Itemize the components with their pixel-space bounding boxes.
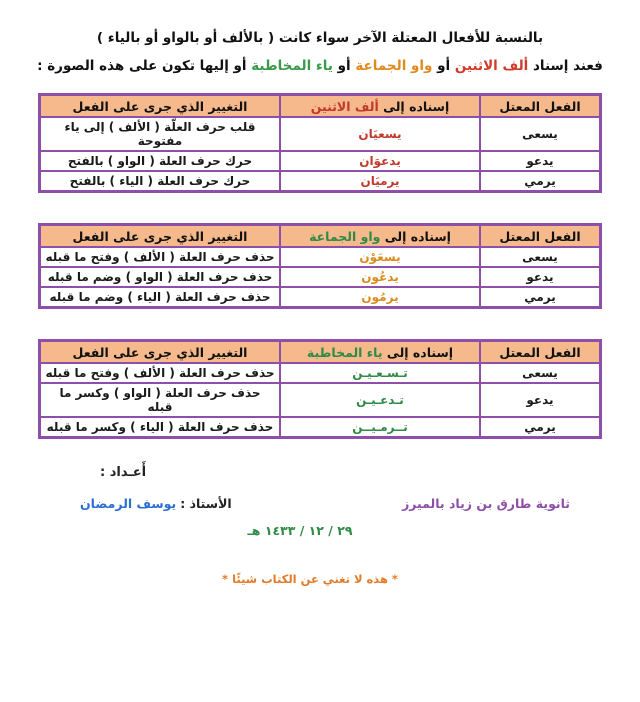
table-row [40,247,600,267]
header-verb: الفعل المعتل [480,341,600,363]
cell-change: حذف حرف العلة ( الألف ) وفتح ما قبله [40,363,280,383]
cell-isnad: يدعوَان [280,151,480,171]
header-isnad-highlight: ياء المخاطبة [306,344,383,360]
cell-isnad: يسعيَان [280,117,480,151]
footer-note: * هذه لا تغني عن الكتاب شيئًا * [222,572,398,587]
cell-verb: يرمي [480,417,600,437]
cell-verb: يسعى [480,117,600,151]
cell-verb: يرمي [480,171,600,191]
header-change: التغيير الذي جرى على الفعل [40,95,280,117]
table-row [40,267,600,287]
school-name: ثانوية طارق بن زياد بالميرز [402,496,570,512]
cell-verb: يدعو [480,151,600,171]
cell-verb: يسعى [480,247,600,267]
cell-isnad: يرمُون [280,287,480,307]
date-text: ٢٩ / ١٢ / ١٤٣٣ هـ [247,523,353,539]
cell-change: حذف حرف العلة ( الياء ) وضم ما قبله [40,287,280,307]
header-change: التغيير الذي جرى على الفعل [40,341,280,363]
teacher-label: الأستاذ : [180,496,232,512]
cell-change: قلب حرف العلّة ( الألف ) إلى ياء مفتوحة [40,117,280,151]
header-isnad [280,95,480,117]
intro-text-2b: أو [432,57,455,74]
table-row [40,287,600,307]
cell-change: حذف حرف العلة ( الياء ) وكسر ما قبله [40,417,280,437]
spacer-1 [18,79,622,93]
header-isnad-prefix: إسناده إلى [382,344,454,360]
cell-change: حذف حرف العلة ( الواو ) وضم ما قبله [40,267,280,287]
footer [40,465,600,586]
cell-verb: يدعو [480,383,600,417]
cell-change: حذف حرف العلة ( الألف ) وفتح ما قبله [40,247,280,267]
table-row [40,417,600,437]
cell-verb: يرمي [480,287,600,307]
spacer-3 [18,309,622,339]
table-header-row [40,341,600,363]
cell-isnad: تــرمـيــن [280,417,480,437]
cell-verb: يسعى [480,363,600,383]
cell-isnad: يرميَان [280,171,480,191]
table-row [40,363,600,383]
intro-highlight-waw: واو الجماعة [355,57,433,74]
header-isnad-prefix: إسناده إلى [378,98,450,114]
cell-isnad: تـسـعـيـن [280,363,480,383]
intro-text-2d: أو إليها تكون على هذه الصورة : [37,57,252,74]
author-row [40,496,600,511]
intro-line-1 [18,26,622,52]
header-verb: الفعل المعتل [480,95,600,117]
header-isnad [280,341,480,363]
cell-change: حذف حرف العلة ( الواو ) وكسر ما قبله [40,383,280,417]
intro-line-2 [18,54,622,80]
table-alif-al-ithnain [38,93,602,193]
prepared-by-label: أَعـداد : [100,465,147,481]
table-waw-al-jamaa [38,223,602,309]
intro-text-2a: فعند إسناد [528,57,603,74]
table-row [40,171,600,191]
spacer-2 [18,193,622,223]
cell-change: حرك حرف العلة ( الياء ) بالفتح [40,171,280,191]
table-row [40,383,600,417]
header-verb: الفعل المعتل [480,225,600,247]
header-isnad-highlight: واو الجماعة [309,228,381,244]
teacher-name: يوسف الرمضان [80,496,177,512]
table-row [40,151,600,171]
cell-change: حرك حرف العلة ( الواو ) بالفتح [40,151,280,171]
cell-isnad: يسعَوْن [280,247,480,267]
header-isnad-prefix: إسناده إلى [380,228,451,244]
intro-text-1: بالنسبة للأفعال المعتلة الآخر سواء كانت ( بالألف أو بالواو أو بالياء ) [96,30,544,46]
cell-isnad: يدعُون [280,267,480,287]
table-row [40,117,600,151]
intro-highlight-ya: ياء المخاطبة [251,57,333,74]
header-change: التغيير الذي جرى على الفعل [40,225,280,247]
header-isnad [280,225,480,247]
header-isnad-highlight: ألف الاثنين [310,98,379,114]
table-header-row [40,95,600,117]
table-header-row [40,225,600,247]
teacher-block [80,496,232,511]
cell-isnad: تـدعـيـن [280,383,480,417]
intro-highlight-alif: ألف الاثنين [454,57,529,74]
table-ya-al-mukhataba [38,339,602,439]
cell-verb: يدعو [480,267,600,287]
intro-text-2c: أو [332,57,356,74]
